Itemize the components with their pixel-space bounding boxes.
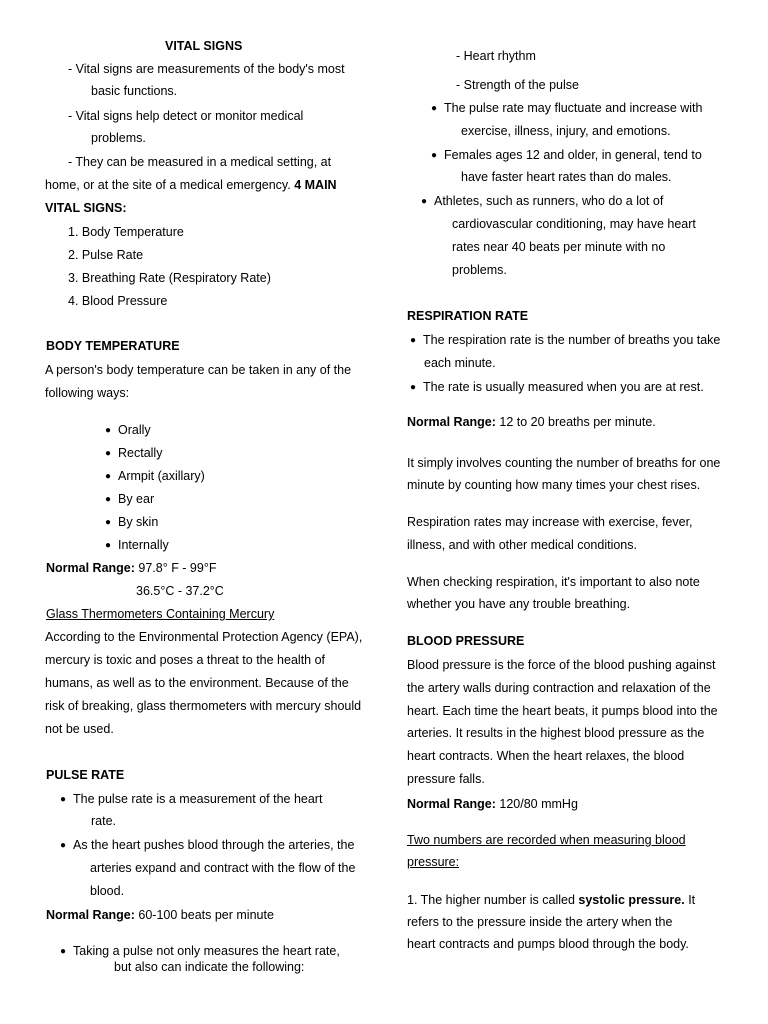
body-text: refers to the pressure inside the artery when the xyxy=(407,915,673,929)
normal-range: 36.5°C - 37.2°C xyxy=(136,584,224,598)
body-text: heart contracts and pumps blood through the body. xyxy=(407,937,689,951)
body-text: following ways: xyxy=(45,386,130,400)
list-item: ● The pulse rate may fluctuate and increase with xyxy=(444,100,702,116)
section-heading-pulse-rate: PULSE RATE xyxy=(46,768,125,782)
body-text: pressure falls. xyxy=(407,772,485,786)
body-text: mercury is toxic and poses a threat to the health of xyxy=(45,653,326,667)
doc-title: VITAL SIGNS xyxy=(165,39,243,53)
body-text: A person's body temperature can be taken in any of the xyxy=(45,363,352,377)
subsection-heading: Glass Thermometers Containing Mercury xyxy=(46,607,275,621)
body-text: heart. Each time the heart beats, it pumps blood into the xyxy=(407,704,718,718)
list-item: ● The rate is usually measured when you are at rest. xyxy=(423,379,704,395)
list-item: exercise, illness, injury, and emotions. xyxy=(461,124,671,138)
body-text: According to the Environmental Protection Agency (EPA), xyxy=(45,630,363,644)
section-heading-blood-pressure: BLOOD PRESSURE xyxy=(407,634,525,648)
list-item: ● Armpit (axillary) xyxy=(118,468,205,484)
body-text: the artery walls during contraction and relaxation of the xyxy=(407,681,711,695)
list-item: ● Internally xyxy=(118,537,169,553)
normal-range: Normal Range: 97.8° F - 99°F xyxy=(46,561,217,575)
normal-range: Normal Range: 60-100 beats per minute xyxy=(46,908,274,922)
list-item: ● The pulse rate is a measurement of the heart xyxy=(73,791,322,807)
body-text: not be used. xyxy=(45,722,114,736)
list-item: arteries expand and contract with the flow of the xyxy=(90,861,356,875)
body-text: Respiration rates may increase with exercise, fever, xyxy=(407,515,693,529)
list-item: ● As the heart pushes blood through the arteries, the xyxy=(73,837,354,853)
list-item: ● Taking a pulse not only measures the heart rate, xyxy=(73,943,340,959)
list-item: cardiovascular conditioning, may have heart xyxy=(452,217,696,231)
list-item: rate. xyxy=(91,814,117,828)
list-item: ● Rectally xyxy=(118,445,162,461)
list-item: rates near 40 beats per minute with no xyxy=(452,240,666,254)
intro-line: - Vital signs help detect or monitor medical xyxy=(68,109,304,123)
intro-line: basic functions. xyxy=(91,84,178,98)
main-list-item: 1. Body Temperature xyxy=(68,225,184,239)
list-item: ● By skin xyxy=(118,514,158,530)
body-text: whether you have any trouble breathing. xyxy=(407,597,631,611)
main-vitals-heading: VITAL SIGNS: xyxy=(45,201,127,215)
intro-line: - Vital signs are measurements of the body's most xyxy=(68,62,345,76)
list-item: ● Females ages 12 and older, in general, tend to xyxy=(444,147,702,163)
main-list-item: 4. Blood Pressure xyxy=(68,294,168,308)
list-item: ● Athletes, such as runners, who do a lot of xyxy=(434,193,663,209)
list-item: have faster heart rates than do males. xyxy=(461,170,672,184)
body-text: illness, and with other medical conditions. xyxy=(407,538,637,552)
intro-line: problems. xyxy=(91,131,146,145)
section-heading-body-temperature: BODY TEMPERATURE xyxy=(46,339,180,353)
body-text: minute by counting how many times your chest rises. xyxy=(407,478,701,492)
body-text: Blood pressure is the force of the blood pushing against xyxy=(407,658,716,672)
list-item: ● The respiration rate is the number of breaths you take xyxy=(423,332,720,348)
body-text: heart contracts. When the heart relaxes, the blood xyxy=(407,749,685,763)
list-item: ● By ear xyxy=(118,491,154,507)
list-item: problems. xyxy=(452,263,507,277)
body-text: When checking respiration, it's important to also note xyxy=(407,575,700,589)
list-item: each minute. xyxy=(424,356,496,370)
body-text: arteries. It results in the highest blood pressure as the xyxy=(407,726,705,740)
body-text: humans, as well as to the environment. Because of the xyxy=(45,676,349,690)
body-text: risk of breaking, glass thermometers with mercury should xyxy=(45,699,362,713)
section-heading-respiration-rate: RESPIRATION RATE xyxy=(407,309,529,323)
list-item: ● Orally xyxy=(118,422,151,438)
list-item: - Strength of the pulse xyxy=(456,78,579,92)
intro-line: home, or at the site of a medical emergency. 4 MAIN xyxy=(45,178,337,192)
normal-range: Normal Range: 12 to 20 breaths per minute. xyxy=(407,415,656,429)
main-list-item: 3. Breathing Rate (Respiratory Rate) xyxy=(68,271,271,285)
list-item: blood. xyxy=(90,884,125,898)
subsection-heading: pressure: xyxy=(407,855,460,869)
main-list-item: 2. Pulse Rate xyxy=(68,248,144,262)
subsection-heading: Two numbers are recorded when measuring blood xyxy=(407,833,686,847)
body-text: 1. The higher number is called systolic pressure. It xyxy=(407,893,696,907)
intro-line: - They can be measured in a medical setting, at xyxy=(68,155,332,169)
normal-range: Normal Range: 120/80 mmHg xyxy=(407,797,578,811)
list-item: - Heart rhythm xyxy=(456,49,536,63)
list-item: but also can indicate the following: xyxy=(114,960,305,974)
body-text: It simply involves counting the number of breaths for one xyxy=(407,456,721,470)
